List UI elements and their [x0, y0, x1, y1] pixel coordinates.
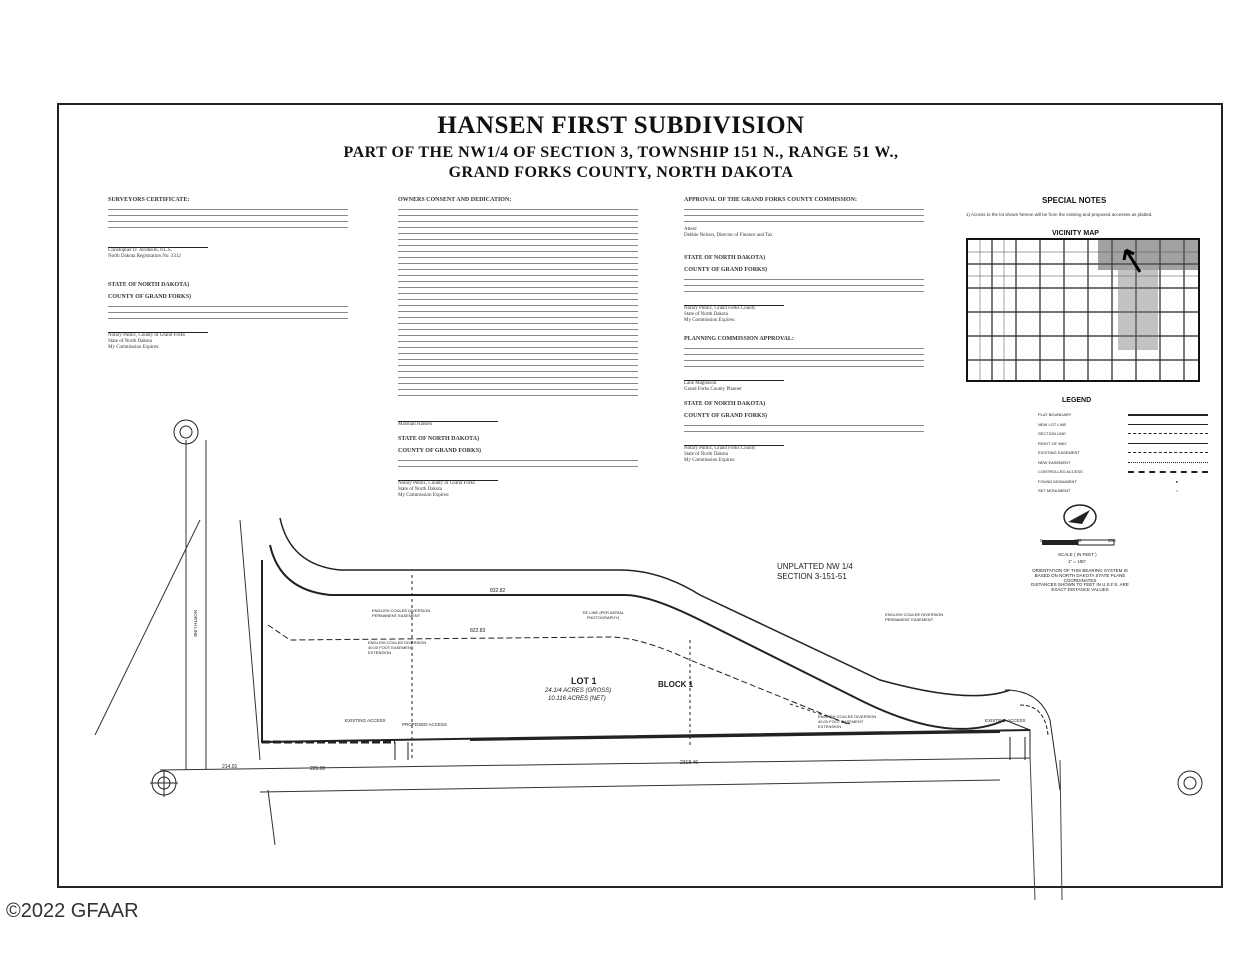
surveyor-notary-state: State of North Dakota	[108, 339, 153, 344]
proposed-access-label: PROPOSED ACCESS	[402, 722, 448, 727]
plat-title: HANSEN FIRST SUBDIVISION	[437, 112, 805, 139]
approval-state: STATE OF NORTH DAKOTA)	[684, 255, 766, 261]
copyright-watermark: ©2022 GFAAR	[6, 900, 139, 922]
surveyor-state: STATE OF NORTH DAKOTA)	[108, 282, 190, 288]
approval-notary-state: State of North Dakota	[684, 312, 729, 317]
approval-commission: My Commission Expires:	[684, 318, 736, 323]
scale-tick-200: 200	[1108, 538, 1116, 543]
legend-item: RIGHT OF WAY	[1038, 439, 1208, 449]
surveyor-heading: SURVEYORS CERTIFICATE:	[108, 197, 190, 203]
planning-notary-state: State of North Dakota	[684, 452, 729, 457]
scale-ratio: 1" = 100'	[1068, 559, 1086, 564]
legend-item: NEW EASEMENT	[1038, 458, 1208, 468]
special-notes-heading: SPECIAL NOTES	[1042, 196, 1107, 205]
legend-item: NEW LOT LINE	[1038, 420, 1208, 430]
owner-signer: Marshall Hansen	[398, 422, 433, 427]
planning-commission: My Commission Expires:	[684, 458, 736, 463]
owner-state: STATE OF NORTH DAKOTA)	[398, 436, 480, 442]
section-label: SECTION 3-151-51	[777, 572, 847, 581]
owner-commission: My Commission Expires:	[398, 493, 450, 498]
approval-county: COUNTY OF GRAND FORKS)	[684, 267, 768, 273]
easement-label-b: ENGLISH COULEE DIVERSION 40.00 FOOT EASEMENT EXTENSION	[368, 640, 427, 655]
existing-access-left: EXISTING ACCESS	[345, 718, 386, 723]
planning-state: STATE OF NORTH DAKOTA)	[684, 401, 766, 407]
surveyor-name: Christopher D. Jordheim, P.L.S.	[108, 248, 172, 253]
legend-item: FOUND MONUMENT ●	[1038, 478, 1178, 484]
scale-label: SCALE ( IN FEET )	[1058, 552, 1097, 557]
acres-gross-label: 24.1/4 ACRES (GROSS)	[545, 688, 612, 694]
planning-signer: Lane Magnuson	[684, 381, 717, 386]
planning-heading: PLANNING COMMISSION APPROVAL:	[684, 336, 794, 342]
approval-heading: APPROVAL OF THE GRAND FORKS COUNTY COMMISSION:	[684, 197, 858, 203]
approval-attest-name: Debbie Nelson, Director of Finance and Tax	[684, 233, 773, 238]
acres-net-label: 10.116 ACRES (NET)	[548, 696, 606, 702]
planning-signer-title: Grand Forks County Planner	[684, 387, 742, 392]
legend-item: PLAT BOUNDARY	[1038, 410, 1208, 420]
distance-214: 214.01	[222, 764, 238, 770]
special-notes-text: 1) Access to the lot shown hereon will be from the existing and proposed accesses as platted.	[966, 212, 1153, 217]
distance-2318: 2318.46	[680, 760, 699, 766]
easement-label-c: ENGLISH COULEE DIVERSION PERMANENT EASEMENT	[885, 612, 944, 622]
easement-label-a: ENGLISH COULEE DIVERSION PERMANENT EASEMENT	[372, 608, 431, 618]
surveyor-registration: North Dakota Registration No. 3312	[108, 254, 181, 259]
scale-tick-100: 100	[1074, 538, 1082, 543]
owner-county: COUNTY OF GRAND FORKS)	[398, 448, 482, 454]
bearing-note: ORIENTATION OF THIS BEARING SYSTEM IS BASED ON NORTH DAKOTA STATE PLANE COORDINATES	[1032, 568, 1128, 583]
distance-225: 225.00	[310, 766, 326, 772]
surveyor-commission: My Commission Expires:	[108, 345, 160, 350]
legend-heading: LEGEND	[1062, 397, 1092, 404]
tie-line-label: TIE LINE (PER AERIAL PHOTOGRAPHY)	[581, 610, 624, 620]
easement-label-d: ENGLISH COULEE DIVERSION 40.00 FOOT EASEMENT EXTENSION	[818, 714, 877, 729]
distance-note: DISTANCES SHOWN TO FEET IN U.S.F.S. ARE EXACT DISTANCE VALUES	[1031, 582, 1129, 592]
north-line-label: NORTH LINE	[193, 610, 198, 638]
plat-subtitle-county: GRAND FORKS COUNTY, NORTH DAKOTA	[448, 164, 794, 181]
surveyor-notary: Notary Public, County of Grand Forks	[108, 333, 185, 338]
legend-item: SECTION LINE	[1038, 429, 1208, 439]
legend-item: SET MONUMENT ○	[1038, 488, 1178, 494]
planning-notary: Notary Public, Grand Forks County	[684, 446, 756, 451]
distance-832: 832.82	[490, 588, 506, 594]
unplatted-label: UNPLATTED NW 1/4	[777, 562, 853, 571]
legend-item: CONTROLLED ACCESS	[1038, 467, 1208, 477]
vicinity-map-heading: VICINITY MAP	[1052, 230, 1099, 237]
owner-notary: Notary Public, County of Grand Forks	[398, 481, 475, 486]
owner-notary-state: State of North Dakota	[398, 487, 443, 492]
block-label: BLOCK 1	[658, 680, 694, 689]
distance-822: 822.83	[470, 628, 486, 634]
owner-heading: OWNERS CONSENT AND DEDICATION:	[398, 197, 512, 203]
surveyor-county: COUNTY OF GRAND FORKS)	[108, 294, 192, 300]
existing-access-right: EXISTING ACCESS	[985, 718, 1026, 723]
planning-county: COUNTY OF GRAND FORKS)	[684, 413, 768, 419]
approval-attest: Attest:	[684, 227, 698, 232]
lot-label: LOT 1	[571, 676, 597, 686]
approval-notary: Notary Public, Grand Forks County	[684, 306, 756, 311]
scale-tick-0: 0	[1040, 538, 1043, 543]
legend-item: EXISTING EASEMENT	[1038, 448, 1208, 458]
plat-subtitle-location: PART OF THE NW1/4 OF SECTION 3, TOWNSHIP 151 N., RANGE 51 W.,	[343, 144, 899, 161]
